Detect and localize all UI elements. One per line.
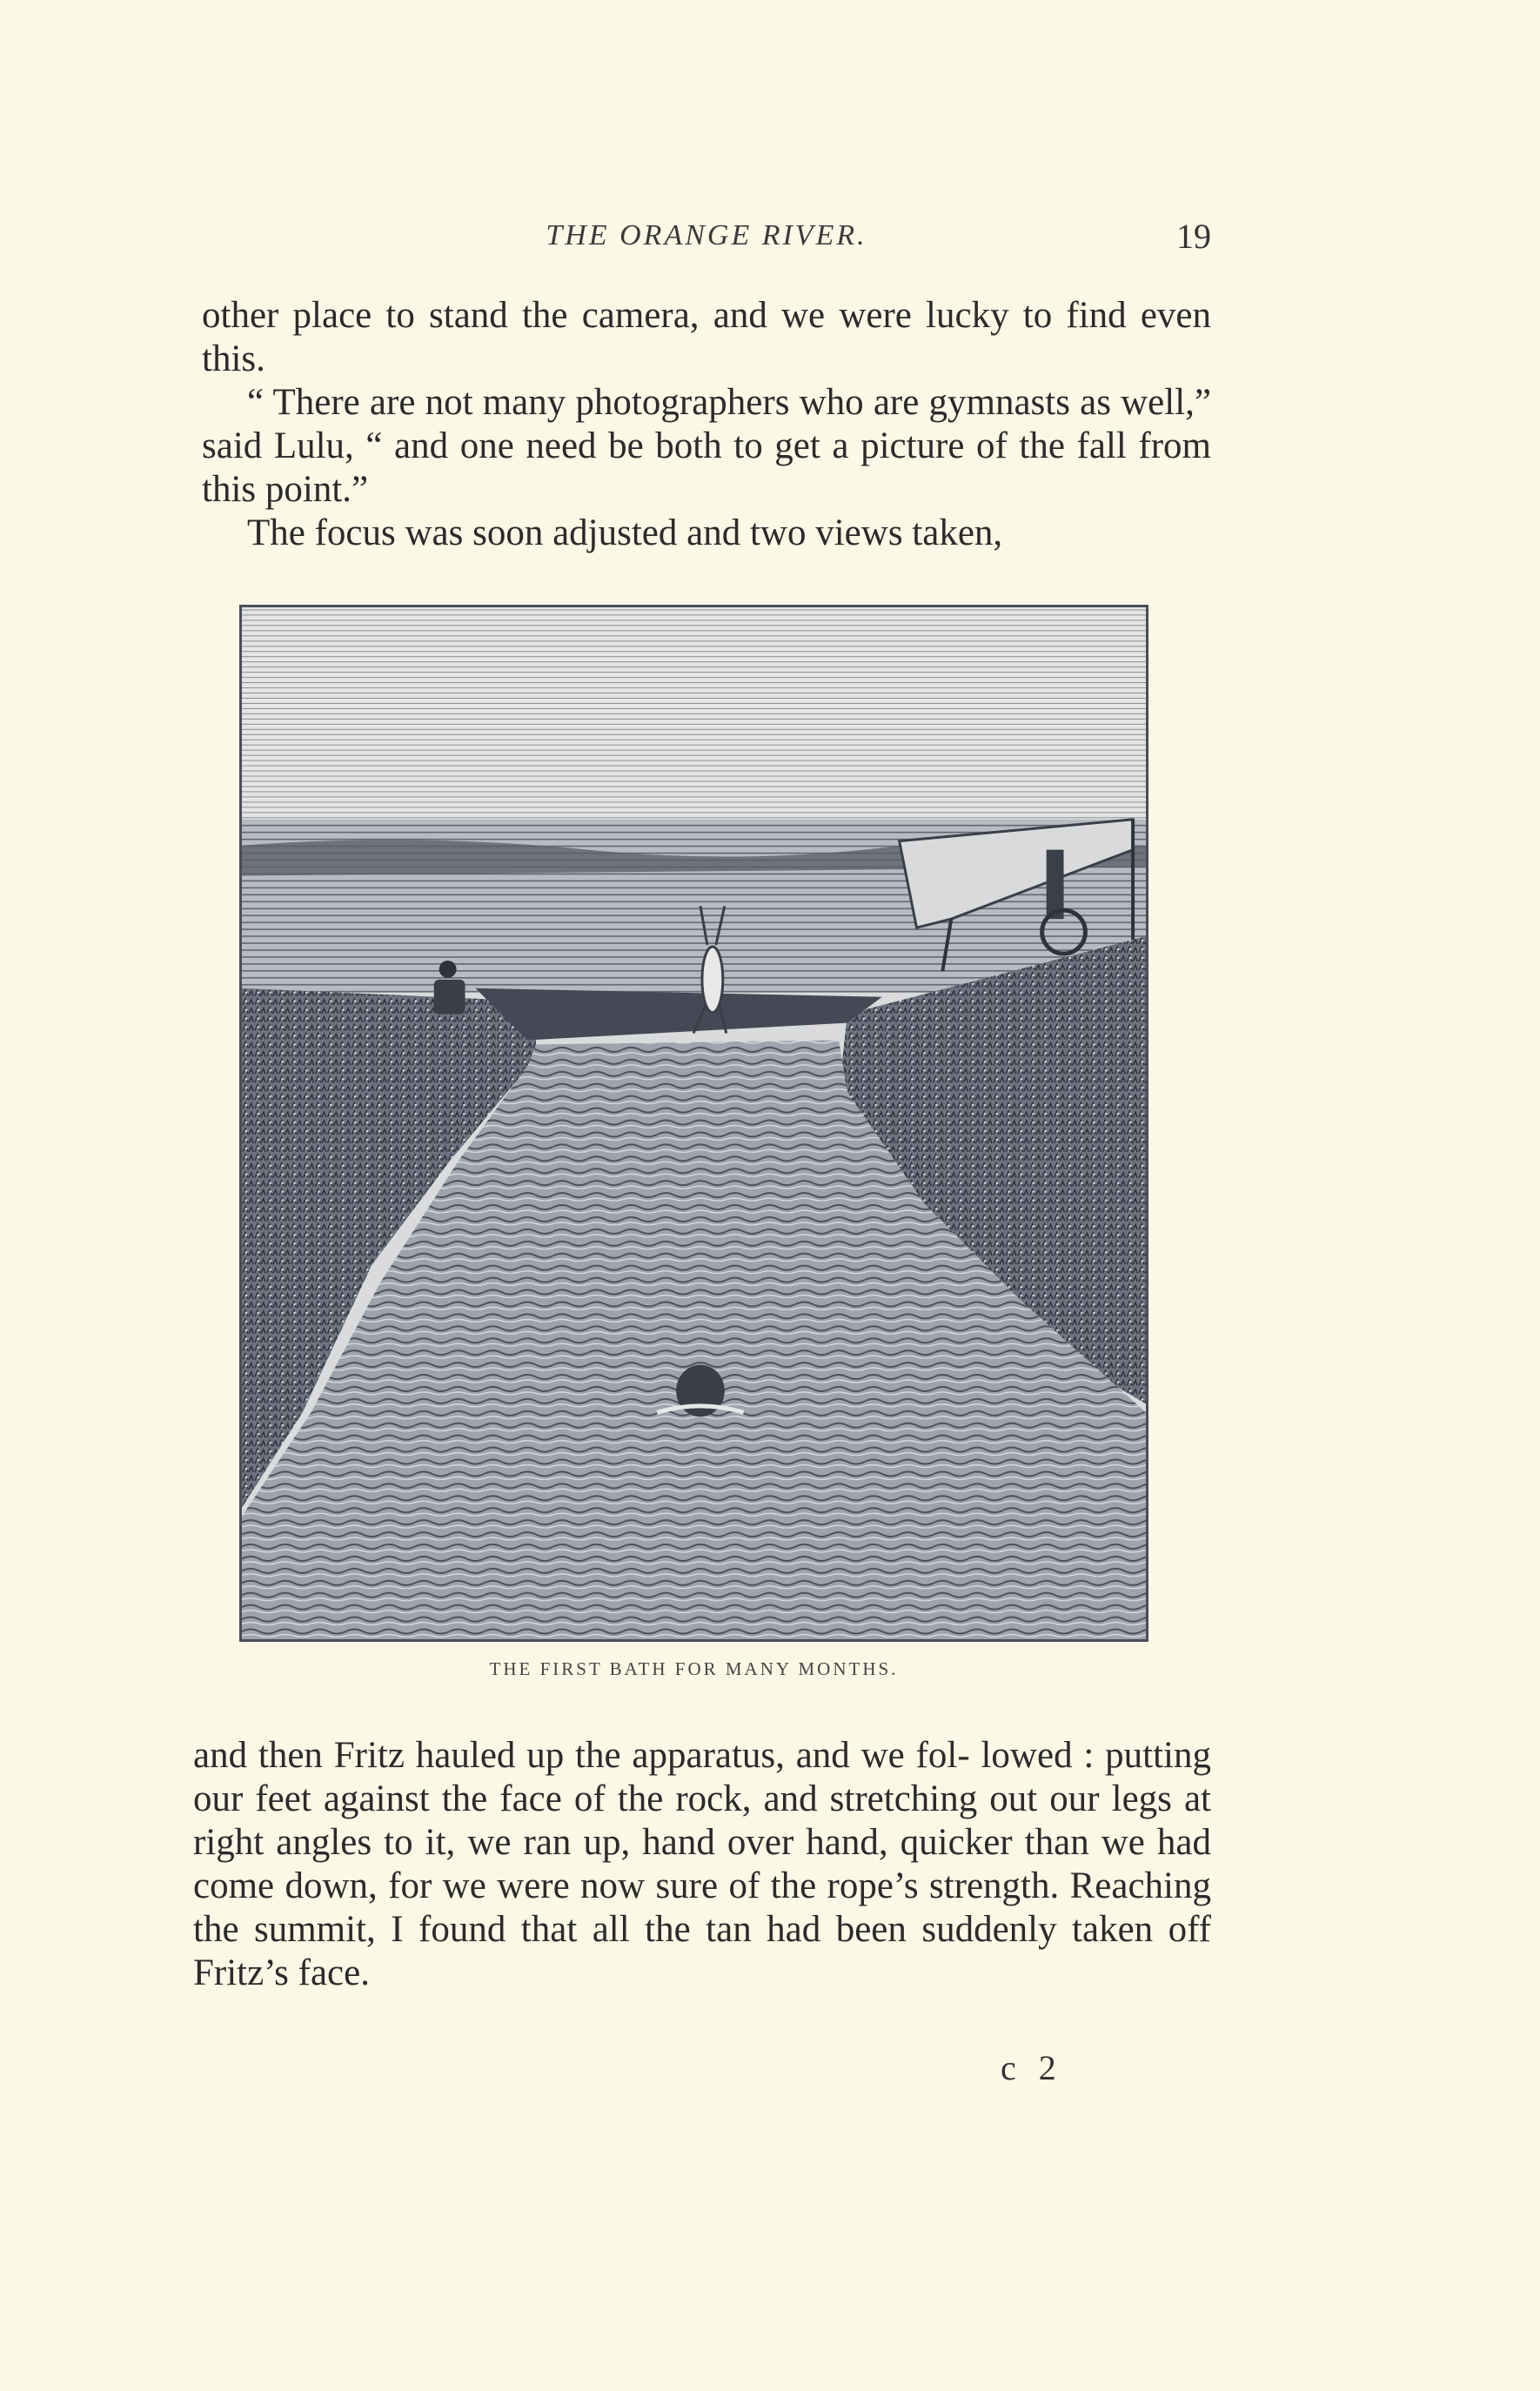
figure-caption: THE FIRST BATH FOR MANY MONTHS.: [489, 1658, 899, 1679]
paragraph: “ There are not many photographers who are gymnasts as well,” said Lulu, “ and one need be both to get a picture of the fall from this point.”: [202, 382, 1211, 510]
paragraph: other place to stand the camera, and we were lucky to find even this.: [202, 295, 1211, 379]
page-number: 19: [1176, 217, 1211, 256]
body-text-top: [202, 294, 1211, 555]
engraving-illustration: [239, 605, 1148, 1642]
body-text-bottom: [193, 1734, 1211, 1995]
signature-mark: c 2: [1001, 2048, 1063, 2087]
paragraph: and then Fritz hauled up the apparatus, and we fol- lowed : putting our feet against the face of the rock, and stretching out our legs at right angles to it, we ran up, hand over hand, quicker than we had come down, for we were now sure of the rope’s strength. Reaching the summit, I found that all the tan had been suddenly taken off Fritz’s face.: [193, 1735, 1211, 1993]
running-head: [202, 219, 1211, 263]
running-title: THE ORANGE RIVER.: [546, 219, 867, 251]
paragraph: The focus was soon adjusted and two views taken,: [247, 512, 1003, 553]
